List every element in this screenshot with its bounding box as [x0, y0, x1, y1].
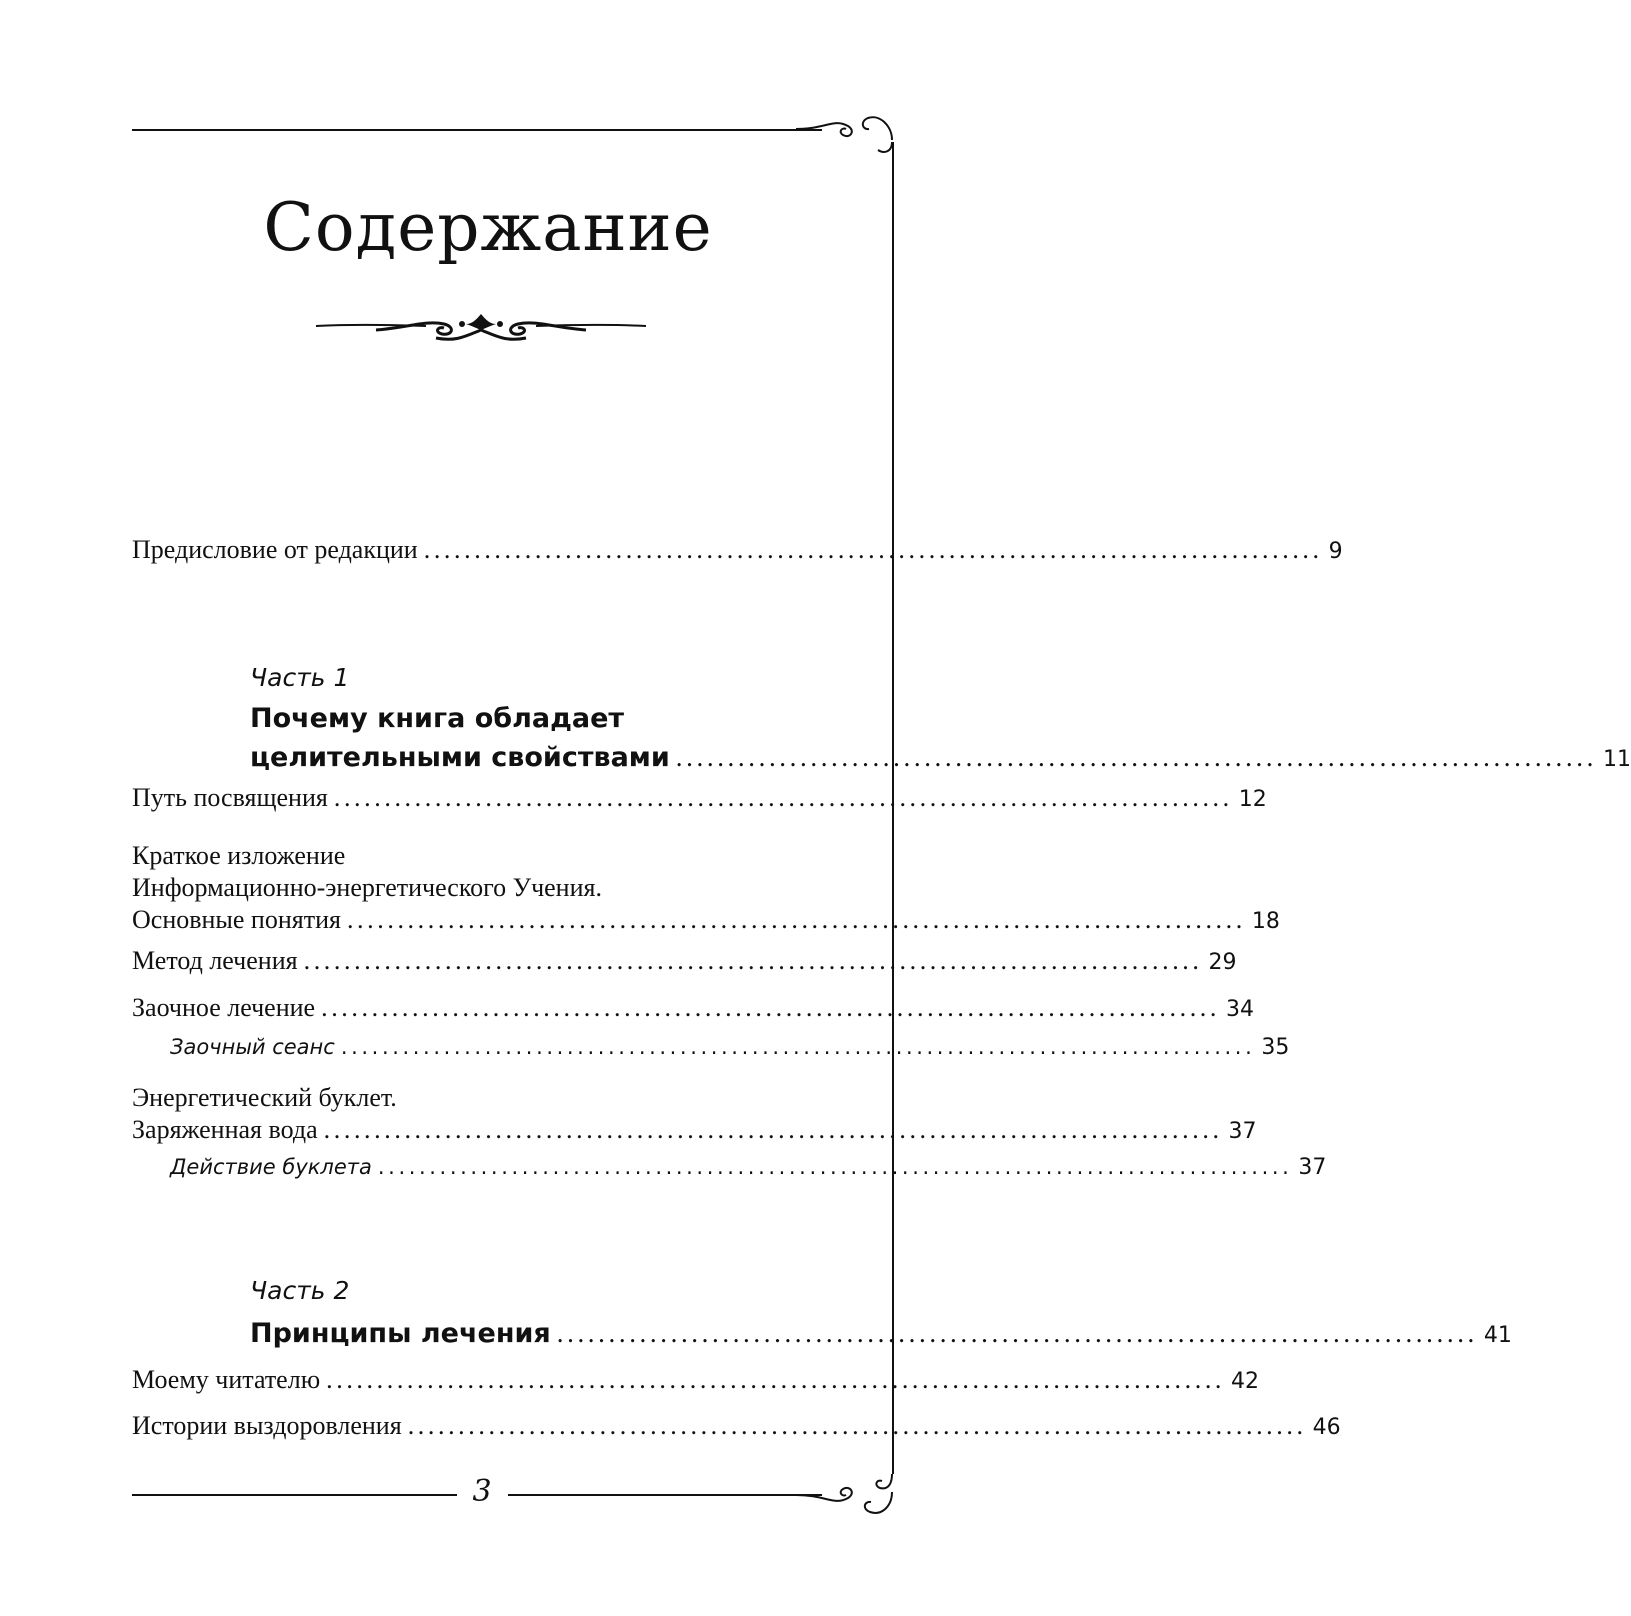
entry-page-number: 46 — [1312, 1415, 1341, 1440]
toc-entry-buklet[interactable] — [132, 1082, 1257, 1148]
dot-leader: ......................................................................................... — [303, 946, 1203, 975]
toc-entry-zaochnoe[interactable] — [132, 992, 1254, 1026]
entry-page-number: 9 — [1328, 539, 1343, 564]
dot-leader: ......................................................................................... — [323, 1115, 1223, 1144]
entry-title-line: Информационно-энергетического Учения. — [132, 873, 602, 902]
subentry-title: Действие буклета — [170, 1155, 372, 1179]
part-title-line: целительными свойствами — [250, 742, 670, 773]
part-label: Часть 1 — [250, 663, 350, 692]
entry-title: Истории выздоровления — [132, 1411, 402, 1440]
dot-leader: ......................................................................................... — [423, 535, 1323, 564]
dot-leader: ......................................................................................... — [407, 1411, 1307, 1440]
dot-leader: ......................................................................................... — [556, 1318, 1478, 1348]
frame-bottom-rule-left — [132, 1494, 457, 1496]
entry-page-number: 18 — [1251, 909, 1280, 934]
entry-page-number: 37 — [1228, 1119, 1257, 1144]
scroll-curl-top-icon — [796, 108, 896, 156]
part-label: Часть 2 — [250, 1276, 350, 1305]
dot-leader: ......................................................................................... — [340, 1035, 1256, 1059]
entry-title: Путь посвящения — [132, 783, 328, 812]
entry-title-line: Заряженная вода — [132, 1115, 318, 1144]
entry-page-number: 35 — [1261, 1035, 1290, 1060]
toc-entry-metod[interactable] — [132, 945, 1237, 979]
entry-title-line: Краткое изложение — [132, 841, 346, 870]
page-title: Содержание — [263, 189, 713, 266]
part-title-line: Почему книга обладает — [250, 703, 625, 734]
entry-title-line: Основные понятия — [132, 905, 341, 934]
frame-top-rule — [132, 129, 822, 131]
dot-leader: ......................................................................................... — [326, 1365, 1226, 1394]
scroll-curl-bottom-icon — [796, 1472, 896, 1520]
toc-entry-part1[interactable] — [250, 700, 1631, 779]
entry-page-number: 41 — [1483, 1323, 1512, 1348]
dot-leader: ......................................................................................... — [321, 993, 1220, 1022]
subentry-title: Заочный сеанс — [170, 1035, 335, 1059]
toc-entry-istorii[interactable] — [132, 1410, 1341, 1444]
entry-page-number: 12 — [1238, 787, 1267, 812]
toc-entry-chitatelyu[interactable] — [132, 1364, 1260, 1398]
entry-title: Моему читателю — [132, 1365, 321, 1394]
entry-title: Предисловие от редакции — [132, 535, 418, 564]
entry-page-number: 37 — [1298, 1155, 1327, 1180]
toc-subentry-deystvie[interactable] — [170, 1152, 1327, 1183]
entry-title-line: Энергетический буклет. — [132, 1083, 397, 1112]
entry-page-number: 34 — [1226, 997, 1254, 1022]
entry-title: Метод лечения — [132, 946, 298, 975]
part-title-line: Принципы лечения — [250, 1318, 551, 1349]
entry-page-number: 42 — [1231, 1369, 1260, 1394]
dot-leader: ......................................................................................... — [346, 905, 1246, 934]
toc-entry-kratkoe[interactable] — [132, 840, 1280, 938]
flourish-ornament-icon — [316, 306, 646, 348]
entry-title: Заочное лечение — [132, 993, 316, 1022]
page-number: 3 — [472, 1474, 492, 1509]
toc-entry-predislovie[interactable] — [132, 534, 1343, 568]
entry-page-number: 11 — [1602, 747, 1631, 772]
dot-leader: ......................................................................................... — [675, 742, 1597, 772]
dot-leader: ......................................................................................... — [333, 783, 1233, 812]
toc-entry-put[interactable] — [132, 782, 1267, 816]
entry-page-number: 29 — [1208, 950, 1237, 975]
toc-subentry-zaochny-seans[interactable] — [170, 1032, 1290, 1063]
dot-leader: ......................................................................................... — [377, 1155, 1293, 1179]
frame-bottom-rule-right — [508, 1494, 822, 1496]
toc-entry-part2[interactable] — [250, 1314, 1512, 1355]
